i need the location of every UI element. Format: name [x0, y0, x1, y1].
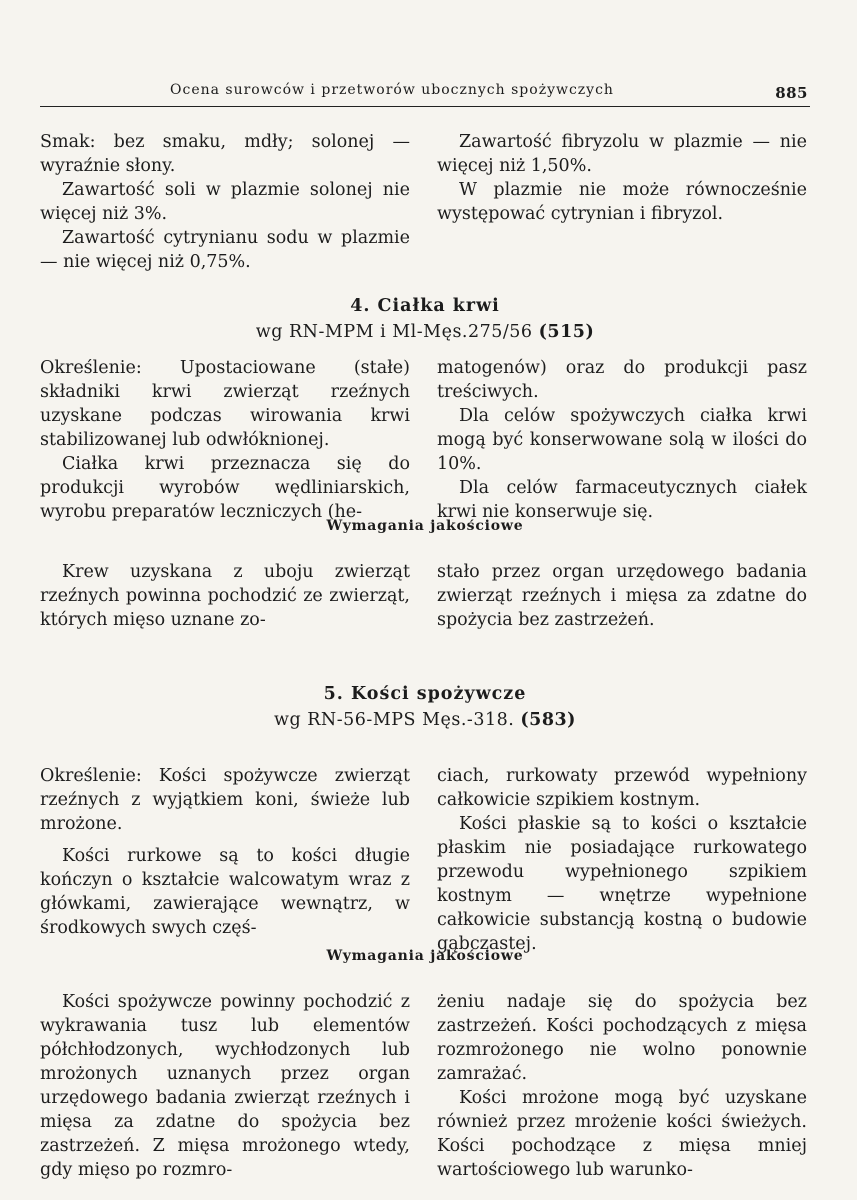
page-number: 885 — [775, 84, 808, 102]
paragraph: Zawartość fibryzolu w plazmie — nie więcej niż 1,50%. — [437, 132, 807, 176]
paragraph: Krew uzyskana z uboju zwierząt rzeźnych powinna pochodzić ze zwierząt, których mięso uznane zo- — [40, 562, 410, 630]
section-5-def-right — [437, 764, 807, 956]
paragraph: matogenów) oraz do produkcji pasz treściwych. — [437, 358, 807, 402]
top-right-column — [437, 130, 807, 226]
paragraph: Zawartość cytrynianu sodu w plazmie — nie więcej niż 0,75%. — [40, 228, 410, 272]
paragraph: Zawartość soli w plazmie solonej nie więcej niż 3%. — [40, 180, 410, 224]
paragraph: Dla celów spożywczych ciałka krwi mogą być konserwowane solą w ilości do 10%. — [437, 406, 807, 474]
section-4-title: 4. Ciałka krwi — [350, 296, 500, 316]
section-4-req-heading: Wymagania jakościowe — [326, 518, 524, 534]
section-5-req-heading: Wymagania jakościowe — [326, 948, 524, 964]
section-5-req-left — [40, 990, 410, 1182]
section-5-req-right — [437, 990, 807, 1182]
paragraph: Ciałka krwi przeznacza się do produkcji wyrobów wędliniarskich, wyrobu preparatów leczniczych (he- — [40, 454, 410, 522]
paragraph: Kości płaskie są to kości o kształcie płaskim nie posiadające rurkowatego przewodu wypełnionego szpikiem kostnym — wnętrze wypełnione całkowicie substancją kostną o budowie gąbczastej. — [437, 814, 807, 954]
section-5-ref: (583) — [520, 710, 576, 730]
page-header — [40, 78, 810, 107]
paragraph: Kości mrożone mogą być uzyskane również przez mrożenie kości świeżych. Kości pochodzące z mięsa mniej wartościowego lub warunko- — [437, 1088, 807, 1180]
paragraph: stało przez organ urzędowego badania zwierząt rzeźnych i mięsa za zdatne do spożycia bez zastrzeżeń. — [437, 562, 807, 630]
section-5-subtitle — [40, 710, 810, 730]
section-4-subtitle — [40, 322, 810, 342]
paragraph: Dla celów farmaceutycznych ciałek krwi nie konserwuje się. — [437, 478, 807, 522]
section-5-standard: wg RN-56-MPS Męs.-318. — [274, 710, 515, 730]
section-4-standard: wg RN-MPM i Ml-Męs.275/56 — [255, 322, 533, 342]
running-title: Ocena surowców i przetworów ubocznych spożywczych — [170, 82, 614, 98]
paragraph: ciach, rurkowaty przewód wypełniony całkowicie szpikiem kostnym. — [437, 766, 807, 810]
paragraph: Kości rurkowe są to kości długie kończyn o kształcie walcowatym wraz z główkami, zawierające wewnątrz, w środkowych swych częś- — [40, 846, 410, 938]
paragraph: W plazmie nie może równocześnie występować cytrynian i fibryzol. — [437, 180, 807, 224]
paragraph: Smak: bez smaku, mdły; solonej — wyraźnie słony. — [40, 132, 410, 176]
paragraph: żeniu nadaje się do spożycia bez zastrzeżeń. Kości pochodzących z mięsa rozmrożonego nie wolno ponownie zamrażać. — [437, 992, 807, 1084]
top-left-column — [40, 130, 410, 274]
paragraph: Określenie: Kości spożywcze zwierząt rzeźnych z wyjątkiem koni, świeże lub mrożone. — [40, 766, 410, 834]
section-4-req-right — [437, 560, 807, 632]
section-5-title: 5. Kości spożywcze — [323, 684, 527, 704]
paragraph: Określenie: Upostaciowane (stałe) składniki krwi zwierząt rzeźnych uzyskane podczas wirowania krwi stabilizowanej lub odwłóknionej. — [40, 358, 410, 450]
section-4-ref: (515) — [538, 322, 595, 342]
section-4-def-left — [40, 356, 410, 524]
section-5-def-left — [40, 764, 410, 940]
section-4-def-right — [437, 356, 807, 524]
paragraph: Kości spożywcze powinny pochodzić z wykrawania tusz lub elementów półchłodzonych, wychłodzonych lub mrożonych uznanych przez organ urzędowego badania zwierząt rzeźnych i mięsa za zdatne do spożycia bez zastrzeżeń. Z mięsa mrożonego wtedy, gdy mięso po rozmro- — [40, 992, 410, 1180]
section-4-req-left — [40, 560, 410, 632]
